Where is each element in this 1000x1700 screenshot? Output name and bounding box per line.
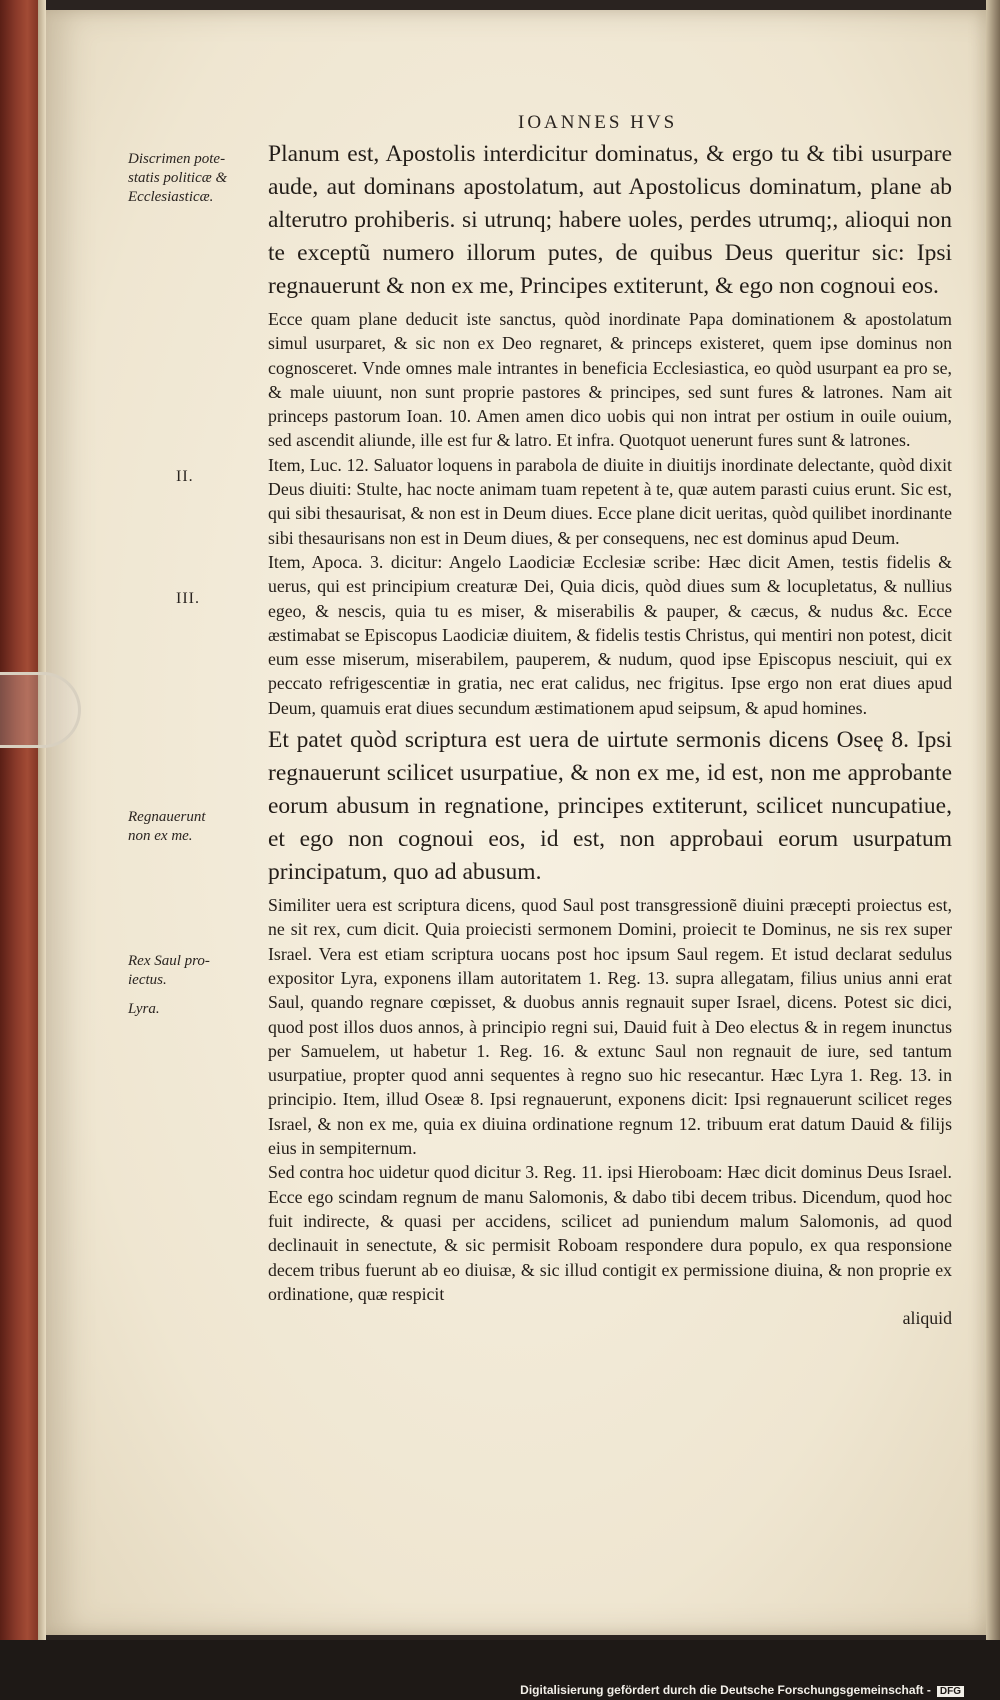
dfg-logo: DFG <box>937 1686 964 1697</box>
main-text-block <box>268 138 952 1330</box>
paragraph: Sed contra hoc uidetur quod dicitur 3. Reg. 11. ipsi Hieroboam: Hæc dicit dominus Deus Israel. Ecce ego scindam regnum de manu Salomonis, & dabo tibi decem tribus. Dicendum, quod hoc fuit indirecte, & quasi per accidens, scilicet ad puniendum malum Salomonis, ad quod declinauit in senectute, & sic permisit Roboam respondere dura populo, ex qua responsione decem tribus fuerunt ab eo diuisæ, & sic illud contigit ex permissione diuina, & non proprie ex ordinatione, quæ respicit <box>268 1162 952 1304</box>
catchword: aliquid <box>902 1308 952 1329</box>
paragraph: Item, Luc. 12. Saluator loquens in parabola de diuite in diuitijs inordinate delectante, quòd dixit Deus diuiti: Stulte, hac nocte animam tuam repetent à te, quæ autem parasti cuius erunt. Sic est, qui sibi thesaurisat, & non est in Deum diues. Ecce plane dicit ueritas, quòd quilibet inordinante sibi thesaurisans non est in Deum diues, & per consequens, nec est dominus apud Deum. <box>268 454 952 548</box>
book-binding-edge <box>0 0 46 1640</box>
margin-numeral-3: III. <box>176 590 200 607</box>
paragraph: Item, Apoca. 3. dicitur: Angelo Laodiciæ Ecclesiæ scribe: Hæc dicit Amen, testis fidelis & uerus, qui est principium creaturæ Dei, Quia dicis, quòd diues sum & locupletatus, & nullius egeo, & nescis, quia tu es miser, & miserabilis & pauper, & cæcus, & nudus &c. Ecce æstimabat se Episcopus Laodiciæ diuitem, & fidelis testis Christus, qui mentiri non potest, dicit eum esse miserum, miserabilem, pauperem, & nudum, quod ipse Episcopus nesciuit, qui ex peccato refrigescentiæ in gratia, nec erat calidus, nec frigitus. Ipse ergo non erat diues apud Deum, quamuis erat diues secundum æstimationem apud seipsum, & apud homines. <box>268 551 952 718</box>
page-clip <box>0 672 81 748</box>
page-right-edge <box>986 0 1000 1640</box>
margin-note-discrimen: Discrimen pote- statis politicæ & Ecclesiasticæ. <box>128 151 228 205</box>
margin-note-regnauerunt: Regnauerunt non ex me. <box>128 809 206 844</box>
footer-text: Digitalisierung gefördert durch die Deutsche Forschungsgemeinschaft - <box>520 1683 931 1697</box>
paragraph: Et patet quòd scriptura est uera de uirtute sermonis dicens Oseę 8. Ipsi regnauerunt scilicet usurpatiue, & non ex me, id est, non me approbante eorum abusum in regnatione, principes extiterunt, scilicet nuncupatiue, et ego non cognoui eos, id est, non approbaui eorum usurpatum principatum, quo ad abusum. <box>268 727 952 886</box>
footer <box>520 1683 964 1697</box>
margin-note-rex-saul: Rex Saul pro- iectus. <box>128 953 210 988</box>
running-head: IOANNES HVS <box>518 112 678 133</box>
margin-note-lyra: Lyra. <box>128 1001 160 1017</box>
paragraph: Planum est, Apostolis interdicitur dominatus, & ergo tu & tibi usurpare aude, aut dominans apostolatum, aut Apostolicus dominatum, plane ab alterutro prohiberis. si utrunq; habere uoles, perdes utrumq;, alioqui non te exceptũ numero illorum putes, de quibus Deus queritur sic: Ipsi regnauerunt & non ex me, Principes extiterunt, & ego non cognoui eos. <box>268 141 952 299</box>
paragraph: Ecce quam plane deducit iste sanctus, quòd inordinate Papa dominationem & apostolatum simul usurparet, & sic non ex Deo regnaret, & princeps existeret, quem ipse dominus non cognosceret. Vnde omnes male intrantes in beneficia Ecclesiastica, eo quòd usurpant ea pro se, & male uiuunt, non sunt proprie pastores & principes, sed sunt fures & latrones. Nam ait princeps pastorum Ioan. 10. Amen amen dico uobis qui non intrat per ostium in ouile ouium, sed ascendit aliunde, ille est fur & latro. Et infra. Quotquot uenerunt fures sunt & latrones. <box>268 309 952 451</box>
margin-numeral-2: II. <box>176 468 194 485</box>
paragraph: Similiter uera est scriptura dicens, quod Saul post transgressionẽ diuini præcepti proiectus est, ne sit rex, cum dicit. Quia proiecisti sermonem Domini, proiecit te Dominus, ne sis rex super Israel. Vera est etiam scriptura uocans post hoc ipsum Saul regem. Et istud declarat sedulus expositor Lyra, exponens illam autoritatem 1. Reg. 13. supra allegatam, filius unius anni erat Saul, quando regnare cœpisset, & duobus annis regnauit super Israel, dicens. Potest sic dici, quod post illos duos annos, à principio regni sui, Dauid fuit à Deo electus & in regem inunctus per Samuelem, ut habetur 1. Reg. 16. & extunc Saul non regnauit de iure, sed tantum usurpatiue, propter quod anni sequentes à regno suo hic resecantur. Hæc Lyra 1. Reg. 13. in principio. Item, illud Oseæ 8. Ipsi regnauerunt, exponens dicit: Ipsi regnauerunt scilicet reges Israel, & non ex me, quia ex diuina ordinatione regnum 12. tribuum erat datum Dauid & filijs eius in sempiternum. <box>268 895 952 1159</box>
